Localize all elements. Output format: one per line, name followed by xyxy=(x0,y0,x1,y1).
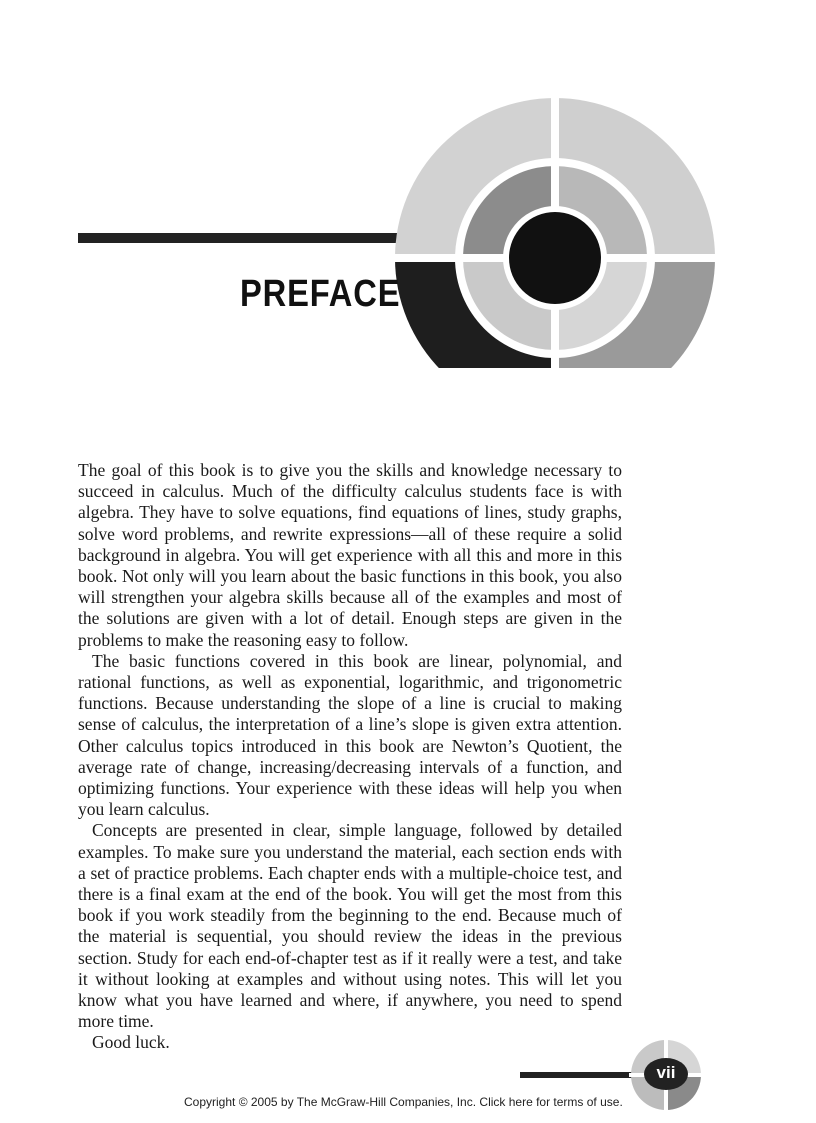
paragraph-1: The goal of this book is to give you the skills and knowledge necessary to succeed in calculus. Much of the difficulty calculus students face is with algebra. They have to solve equations, find equations of lines, study graphs, solve word problems, and rewrite expressions—all of these require a solid background in algebra. You will get experience with all this and more in this book. Not only will you learn about the basic functions in this book, you also will strengthen your algebra skills because all of the examples and most of the solutions are given with a lot of detail. Enough steps are given in the problems to make the reasoning easy to follow. xyxy=(78,460,622,650)
body-text xyxy=(78,460,622,1054)
copyright-notice[interactable] xyxy=(184,1095,623,1109)
terms-of-use-link[interactable]: Copyright © 2005 by The McGraw-Hill Companies, Inc. Click here for terms of use. xyxy=(184,1095,623,1109)
page-number: vii xyxy=(656,1063,676,1082)
header-target-graphic xyxy=(0,0,816,380)
paragraph-3: Concepts are presented in clear, simple language, followed by detailed examples. To make sure you understand the material, each section ends with a set of practice problems. Each chapter ends with a multiple-choice test, and there is a final exam at the end of the book. You will get the most from this book if you work steadily from the beginning to the end. Because much of the material is sequential, you should review the ideas in the previous section. Study for each end-of-chapter test as if it really were a test, and take it without looking at examples and without using notes. This will let you know what you have learned and where, if anywhere, you need to spend more time. xyxy=(78,820,622,1032)
inner-core xyxy=(509,212,601,304)
paragraph-4: Good luck. xyxy=(92,1032,170,1053)
paragraph-2: The basic functions covered in this book are linear, polynomial, and rational functions, as well as exponential, logarithmic, and trigonometric functions. Because understanding the slope of a line is crucial to making sense of calculus, the interpretation of a line’s slope is given extra attention. Other calculus topics introduced in this book are Newton’s Quotient, the average rate of change, increasing/decreasing intervals of a function, and optimizing functions. Your experience with these ideas will help you when you learn calculus. xyxy=(78,650,622,820)
page-title: PREFACE xyxy=(240,273,401,316)
